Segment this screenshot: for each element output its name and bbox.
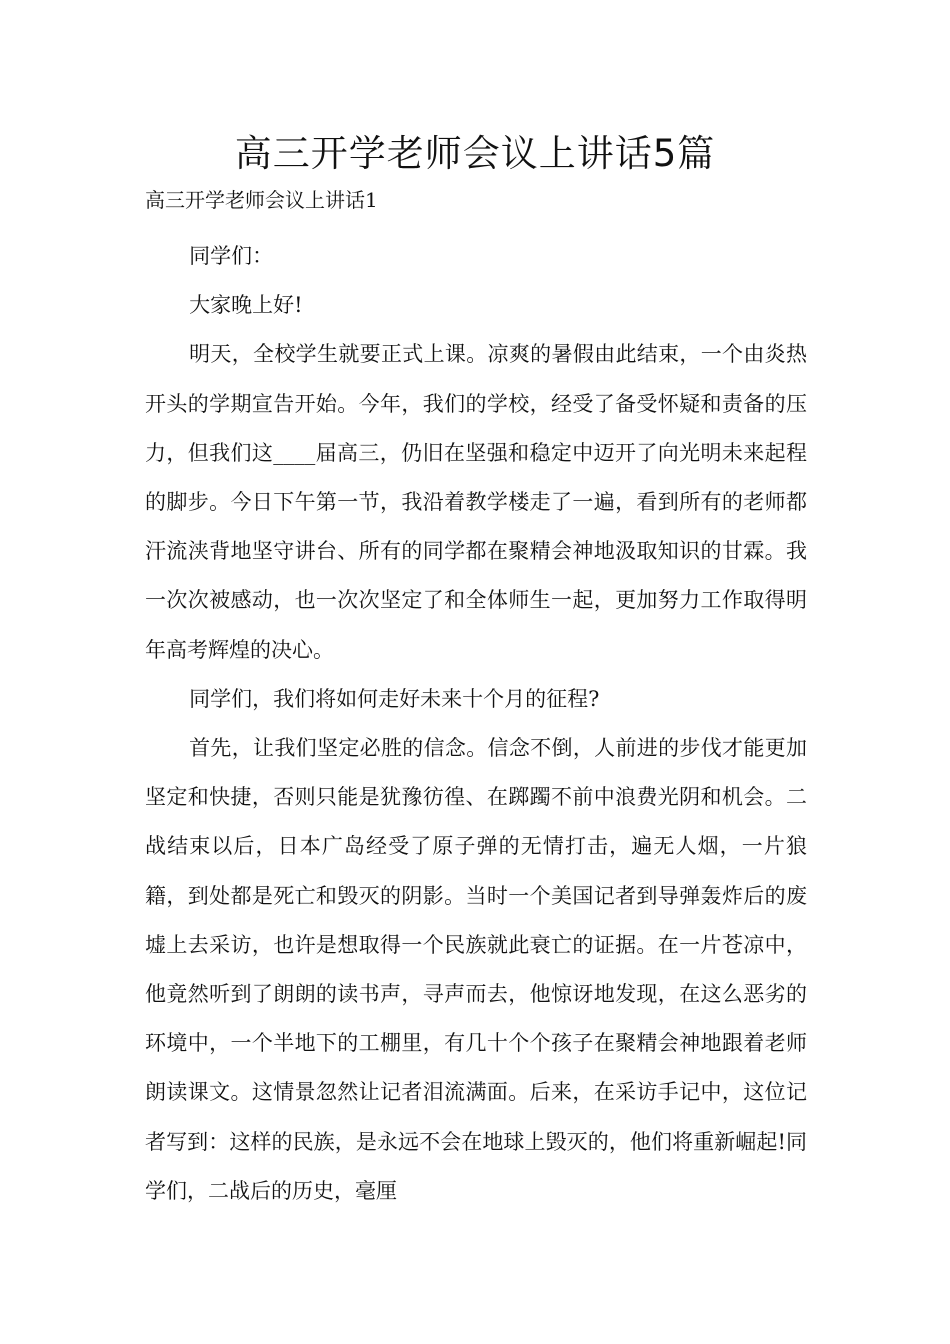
- paragraph-question: 同学们，我们将如何走好未来十个月的征程?: [189, 686, 600, 711]
- speech-subtitle: 高三开学老师会议上讲话1: [145, 188, 378, 212]
- paragraph-greeting: 同学们：: [189, 244, 274, 268]
- document-body: [145, 232, 807, 1216]
- paragraph-salutation: 大家晚上好!: [189, 293, 303, 318]
- document-title: 高三开学老师会议上讲话5篇: [234, 132, 716, 175]
- paragraph-intro: 明天，全校学生就要正式上课。凉爽的暑假由此结束，一个由炎热开头的学期宣告开始。今年，我们的学校，经受了备受怀疑和责备的压力，但我们这____届高三，仍旧在坚强和稳定中迈开了向光明未来起程的脚步。今日下午第一节，我沿着教学楼走了一遍，看到所有的老师都汗流浃背地坚守讲台、所有的同学都在聚精会神地汲取知识的甘霖。我一次次被感动，也一次次坚定了和全体师生一起，更加努力工作取得明年高考辉煌的决心。: [145, 342, 807, 662]
- paragraph-first-point: 首先，让我们坚定必胜的信念。信念不倒，人前进的步伐才能更加坚定和快捷，否则只能是犹豫彷徨、在踯躅不前中浪费光阴和机会。二战结束以后，日本广岛经受了原子弹的无情打击，遍无人烟，一片狼籍，到处都是死亡和毁灭的阴影。当时一个美国记者到导弹轰炸后的废墟上去采访，也许是想取得一个民族就此衰亡的证据。在一片苍凉中，他竟然听到了朗朗的读书声，寻声而去，他惊讶地发现，在这么恶劣的环境中，一个半地下的工棚里，有几十个个孩子在聚精会神地跟着老师朗读课文。这情景忽然让记者泪流满面。后来，在采访手记中，这位记者写到：这样的民族，是永远不会在地球上毁灭的，他们将重新崛起!同学们，二战后的历史，毫厘: [145, 736, 807, 1203]
